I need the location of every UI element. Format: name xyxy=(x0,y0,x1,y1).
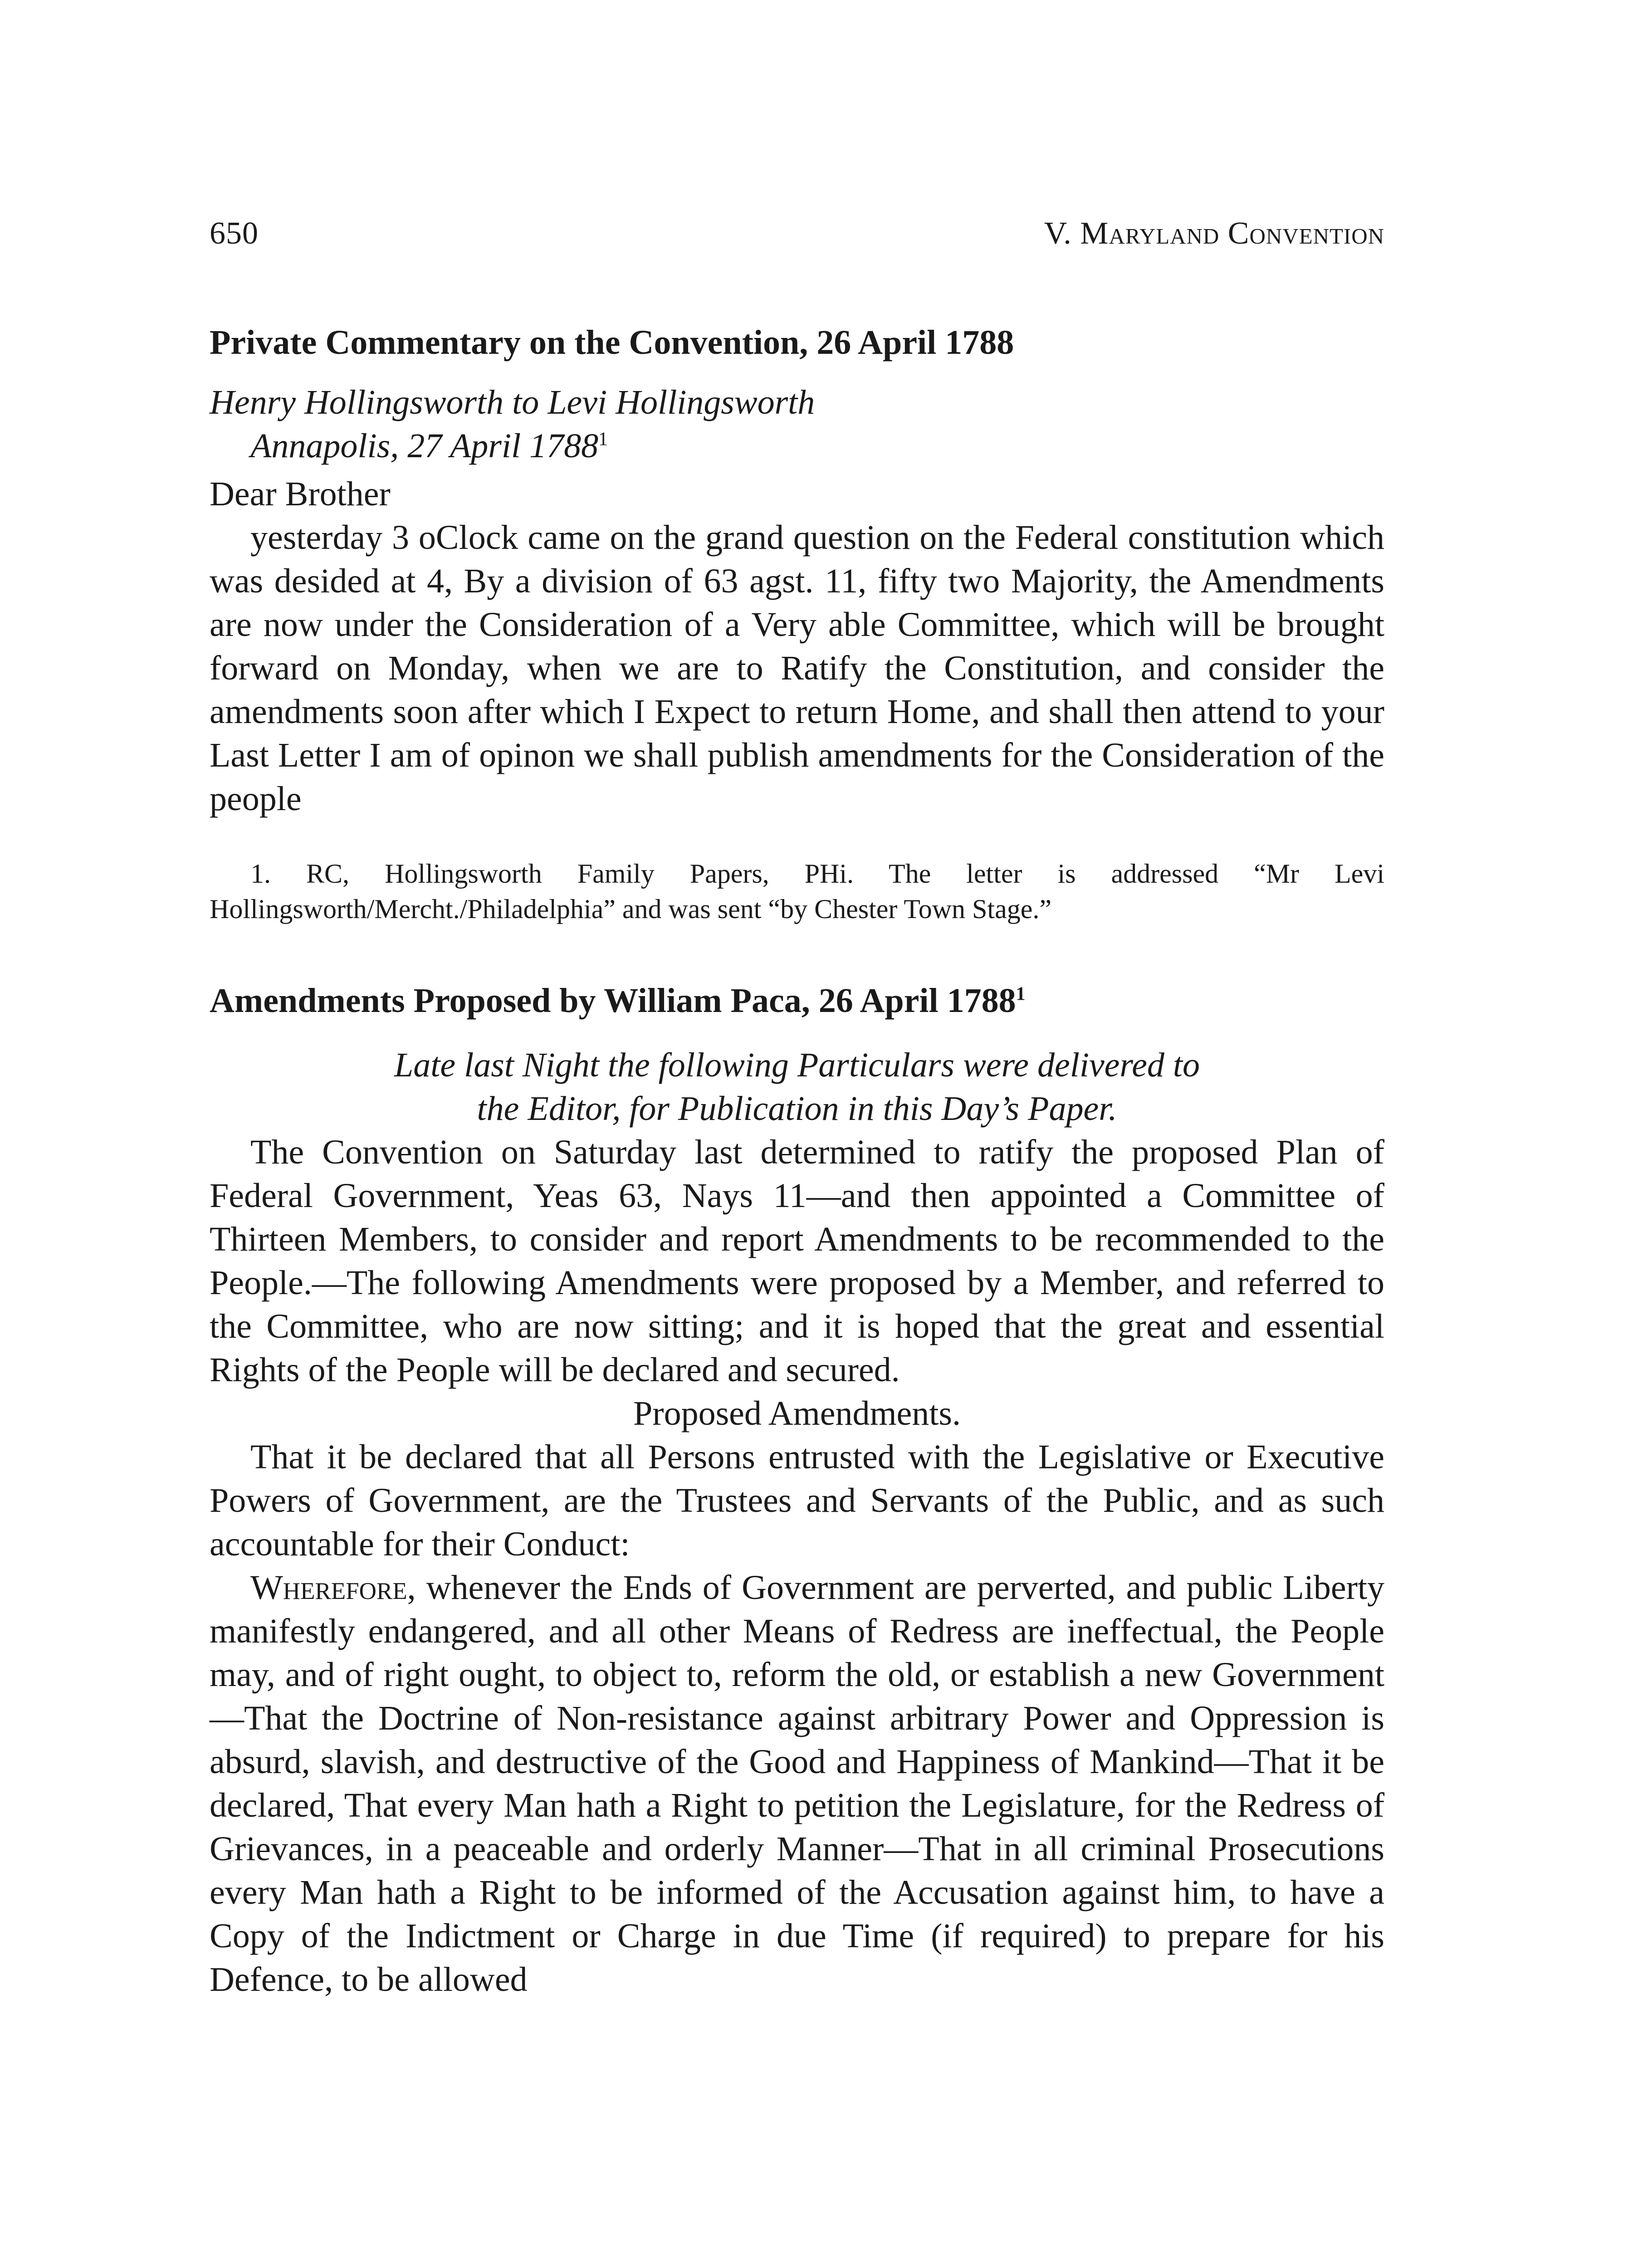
salutation: Dear Brother xyxy=(210,475,391,513)
footnote-reference: 1 xyxy=(1016,983,1026,1005)
subheading: Proposed Amendments. xyxy=(633,1394,961,1433)
document-heading: Private Commentary on the Convention, 26 April 1788 xyxy=(210,323,1014,362)
editorial-intro xyxy=(210,1043,1384,1130)
place-date-text: Annapolis, 27 April 1788 xyxy=(250,427,599,465)
editorial-intro-line: the Editor, for Publication in this Day’s Paper. xyxy=(477,1090,1117,1128)
body-paragraph: That it be declared that all Persons entrusted with the Legislative or Executive Powers of Government, are the Trustees and Servants of the Public, and as such accountable for their Conduct: xyxy=(210,1438,1384,1564)
document-paca-amendments xyxy=(210,980,1384,2001)
letter-body: yesterday 3 oClock came on the grand question on the Federal constitution which was desided at 4, By a division of 63 agst. 11, fifty two Majority, the Amendments are now under the Consideration of a Very able Committee, which will be brought forward on Monday, when we are to Ratify the Constitution, and consider the amendments soon after which I Expect to return Home, and shall then attend to your Last Letter I am of opinon we shall publish amendments for the Consideration of the people xyxy=(210,518,1384,818)
page-number: 650 xyxy=(210,216,259,251)
paragraph-text: , whenever the Ends of Government are perverted, and public Liberty manifestly endangered, and all other Means of Redress are ineffectual, the People may, and of right ought, to object to, reform the old, or establish a new Government—That the Doctrine of Non-resistance against arbitrary Power and Oppression is absurd, slavish, and destructive of the Good and Happiness of Mankind—That it be declared, That every Man hath a Right to petition the Legislature, for the Redress of Grievances, in a peaceable and orderly Manner—That in all criminal Prosecutions every Man hath a Right to be informed of the Accusation against him, to have a Copy of the Indictment or Charge in due Time (if required) to prepare for his Defence, to be allowed xyxy=(210,1569,1384,1999)
place-date-line xyxy=(210,424,1384,468)
editorial-intro-line: Late last Night the following Particulars were delivered to xyxy=(394,1046,1200,1085)
footnote: 1. RC, Hollingsworth Family Papers, PHi. The letter is addressed “Mr Levi Hollingsworth/Mercht./Philadelphia” and was sent “by Chester Town Stage.” xyxy=(210,859,1384,924)
footnote-reference: 1 xyxy=(598,429,608,450)
document-heading-text: Amendments Proposed by William Paca, 26 April 1788 xyxy=(210,982,1016,1020)
document-heading xyxy=(210,980,1384,1022)
section-title: V. Maryland Convention xyxy=(1044,216,1384,251)
author-line: Henry Hollingsworth to Levi Hollingsworth xyxy=(210,383,815,422)
body-paragraph xyxy=(210,1566,1384,2001)
running-head xyxy=(210,218,1384,259)
paragraph-lead-word: Wherefore xyxy=(250,1569,407,1607)
body-paragraph: The Convention on Saturday last determined to ratify the proposed Plan of Federal Government, Yeas 63, Nays 11—and then appointed a Committee of Thirteen Members, to consider and report Amendments to be recommended to the People.—The following Amendments were proposed by a Member, and referred to the Committee, who are now sitting; and it is hoped that the great and essential Rights of the People will be declared and secured. xyxy=(210,1133,1384,1389)
document-page xyxy=(210,218,1384,2001)
document-private-commentary xyxy=(210,322,1384,927)
